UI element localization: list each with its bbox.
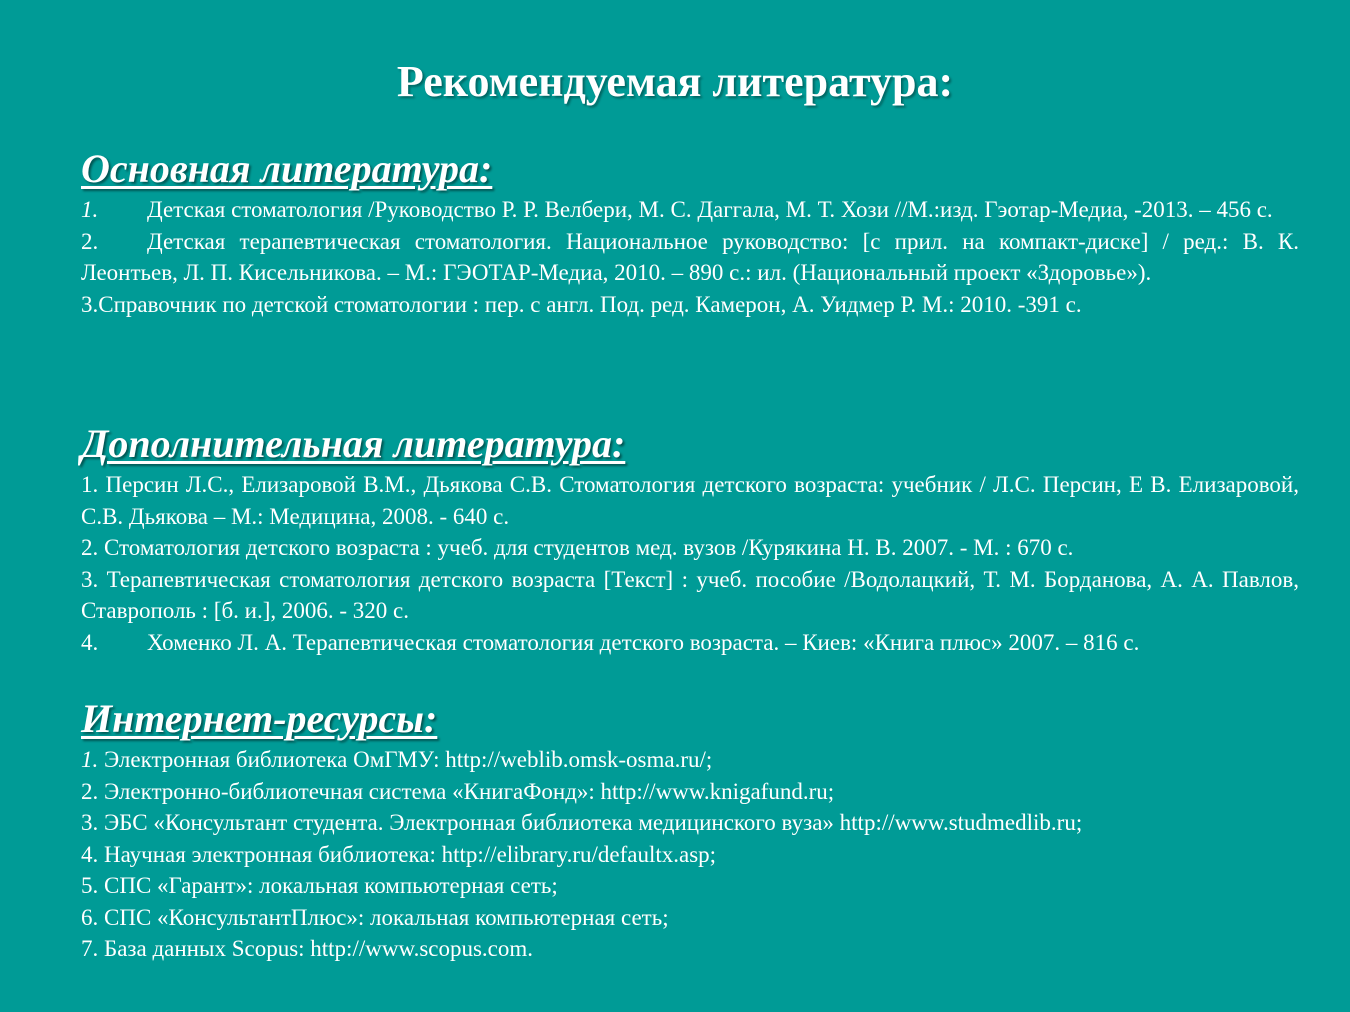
item-number: 1. xyxy=(81,197,99,222)
item-text: 4. Научная электронная библиотека: http://elibrary.ru/defaultx.asp; xyxy=(81,841,717,867)
additional-literature-section xyxy=(81,421,1299,658)
item-text: 2. Электронно-библиотечная система «КнигаФонд»: http://www.knigafund.ru; xyxy=(81,778,835,804)
item-text: 3. Терапевтическая стоматология детского возраста [Текст] : учеб. пособие /Водолацкий, Т. М. Борданова, А. А. Павлов, Ставрополь : [б. и.], 2006. - 320 с. xyxy=(81,566,1299,623)
internet-resources-heading: Интернет-ресурсы: xyxy=(81,696,438,741)
list-item xyxy=(81,564,1299,627)
item-text: 2. Стоматология детского возраста : учеб. для студентов мед. вузов /Курякина Н. В. 2007. - М. : 670 с. xyxy=(81,535,1074,560)
list-item xyxy=(81,194,1299,226)
item-text: Хоменко Л. А. Терапевтическая стоматология детского возраста. – Киев: «Книга плюс» 2007. – 816 с. xyxy=(147,629,1140,655)
item-text: Детская терапевтическая стоматология. Национальное руководство: [с прил. на компакт-диске] / ред.: В. К. Леонтьев, Л. П. Кисельникова. – М.: ГЭОТАР-Медиа, 2010. – 890 с.: ил. (Национальный проект «Здоровье»). xyxy=(81,228,1299,285)
item-number: 4. xyxy=(81,629,99,655)
item-text: Детская стоматология /Руководство Р. Р. Велбери, М. С. Даггала, М. Т. Хози //М.:изд. Гэотар-Медиа, -2013. – 456 с. xyxy=(147,197,1273,222)
list-item xyxy=(81,627,1299,659)
item-text: Электронная библиотека ОмГМУ: http://weblib.omsk-osma.ru/; xyxy=(104,747,713,772)
list-item xyxy=(81,469,1299,532)
list-item xyxy=(81,933,1299,965)
list-item xyxy=(81,870,1299,902)
item-number: 1. xyxy=(81,747,99,772)
list-item xyxy=(81,532,1299,564)
item-text: 6. СПС «КонсультантПлюс»: локальная компьютерная сеть; xyxy=(81,904,669,930)
list-item xyxy=(81,289,1299,321)
list-item xyxy=(81,226,1299,289)
list-item xyxy=(81,776,1299,808)
item-text: 5. СПС «Гарант»: локальная компьютерная сеть; xyxy=(81,873,558,898)
item-text: 1. Персин Л.С., Елизаровой В.М., Дьякова С.В. Стоматология детского возраста: учебник / Л.С. Персин, Е В. Елизаровой, С.В. Дьякова – М.: Медицина, 2008. - 640 с. xyxy=(81,472,1299,529)
list-item xyxy=(81,807,1299,839)
item-number: 2. xyxy=(81,228,99,254)
item-text: 3.Справочник по детской стоматологии : пер. с англ. Под. ред. Камерон, А. Уидмер Р. М.: 2010. -391 с. xyxy=(81,291,1082,317)
list-item xyxy=(81,744,1299,776)
internet-resources-list xyxy=(81,744,1299,965)
internet-resources-section xyxy=(81,696,1299,965)
main-literature-section xyxy=(81,146,1299,320)
additional-literature-list xyxy=(81,469,1299,658)
item-text: 3. ЭБС «Консультант студента. Электронная библиотека медицинского вуза» http://www.studmedlib.ru; xyxy=(81,810,1083,835)
main-literature-heading: Основная литература: xyxy=(81,146,493,191)
slide-title: Рекомендуемая литература: xyxy=(396,57,954,106)
main-literature-list xyxy=(81,194,1299,320)
list-item xyxy=(81,902,1299,934)
additional-literature-heading: Дополнительная литература: xyxy=(81,421,626,466)
list-item xyxy=(81,839,1299,871)
item-text: 7. База данных Scopus: http://www.scopus.com. xyxy=(81,936,534,961)
